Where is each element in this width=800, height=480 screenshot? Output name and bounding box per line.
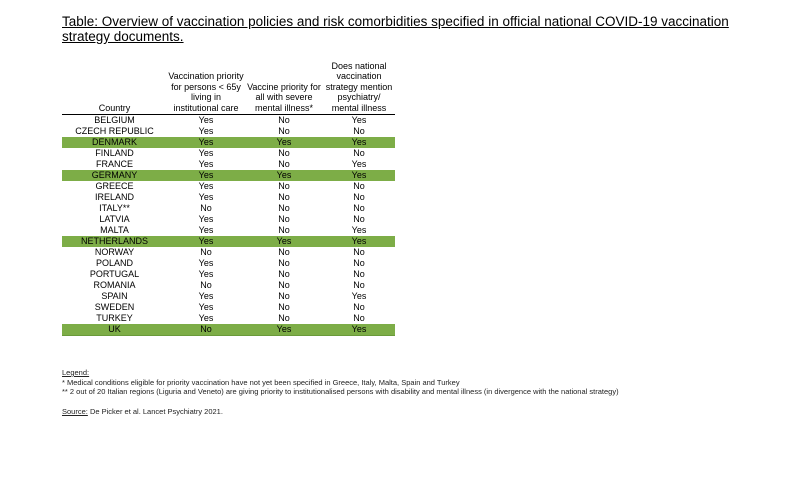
table-row [62,302,395,313]
cell-severe-mental-illness: No [278,203,290,213]
cell-severe-mental-illness: No [278,269,290,279]
table-body [62,115,395,336]
cell-country: LATVIA [99,214,130,224]
cell-mentions-psychiatry: Yes [351,291,367,301]
cell-severe-mental-illness: Yes [245,324,323,336]
cell-institutional-care: Yes [167,170,245,181]
cell-mentions-psychiatry: Yes [351,159,367,169]
cell-country: GERMANY [62,170,167,181]
cell-country: TURKEY [96,313,133,323]
footnote-double-asterisk: ** 2 out of 20 Italian regions (Liguria and Veneto) are giving priority to institutionalised persons with disability and mental illness (in divergence with the national strategy) [62,387,619,396]
cell-country: PORTUGAL [89,269,140,279]
cell-severe-mental-illness: No [278,115,290,125]
cell-severe-mental-illness: Yes [245,137,323,148]
cell-mentions-psychiatry: No [353,302,365,312]
cell-institutional-care: Yes [198,302,214,312]
cell-mentions-psychiatry: No [353,214,365,224]
cell-mentions-psychiatry: Yes [323,170,395,181]
table-row [62,258,395,269]
cell-country: SPAIN [101,291,128,301]
cell-country: GREECE [95,181,134,191]
cell-institutional-care: Yes [198,269,214,279]
cell-country: NORWAY [94,247,135,257]
cell-institutional-care: Yes [198,258,214,268]
table-row [62,170,395,181]
table-notes [62,368,702,416]
cell-institutional-care: No [200,203,212,213]
cell-country: DENMARK [62,137,167,148]
table-row [62,214,395,225]
cell-mentions-psychiatry: No [353,126,365,136]
table-row [62,247,395,258]
cell-country: BELGIUM [94,115,135,125]
cell-institutional-care: Yes [198,181,214,191]
table-row [62,148,395,159]
cell-country: CZECH REPUBLIC [75,126,154,136]
cell-country: ROMANIA [93,280,136,290]
cell-mentions-psychiatry: No [353,313,365,323]
cell-institutional-care: Yes [198,126,214,136]
cell-country: MALTA [100,225,129,235]
cell-severe-mental-illness: No [278,214,290,224]
cell-institutional-care: Yes [198,291,214,301]
table-row [62,137,395,148]
cell-country: POLAND [95,258,133,268]
table-row [62,280,395,291]
table-row [62,269,395,280]
table-row [62,181,395,192]
cell-mentions-psychiatry: No [353,181,365,191]
cell-mentions-psychiatry: No [353,258,365,268]
source-label: Source: [62,406,88,416]
cell-mentions-psychiatry: Yes [323,137,395,148]
cell-mentions-psychiatry: No [353,203,365,213]
cell-country: UK [62,324,167,336]
cell-country: ITALY** [99,203,130,213]
cell-mentions-psychiatry: Yes [323,236,395,247]
cell-institutional-care: No [200,280,212,290]
cell-mentions-psychiatry: No [353,280,365,290]
cell-severe-mental-illness: No [278,148,290,158]
table-header-row [62,58,395,115]
cell-mentions-psychiatry: Yes [351,225,367,235]
cell-severe-mental-illness: No [278,159,290,169]
cell-severe-mental-illness: No [278,280,290,290]
source-text: De Picker et al. Lancet Psychiatry 2021. [87,406,223,416]
cell-severe-mental-illness: No [278,225,290,235]
header-mentions-psychiatry: Does national vaccination strategy mention psychiatry/ mental illness [323,58,395,115]
cell-institutional-care: Yes [198,115,214,125]
table-row [62,291,395,302]
table-row [62,192,395,203]
cell-mentions-psychiatry: No [353,192,365,202]
table-row [62,115,395,127]
cell-institutional-care: Yes [198,159,214,169]
cell-institutional-care: Yes [198,214,214,224]
cell-institutional-care: Yes [198,192,214,202]
header-institutional-care: Vaccination priority for persons < 65y living in institutional care [167,58,245,115]
cell-severe-mental-illness: No [278,192,290,202]
cell-severe-mental-illness: Yes [245,236,323,247]
cell-severe-mental-illness: Yes [245,170,323,181]
table-row [62,324,395,336]
cell-country: NETHERLANDS [62,236,167,247]
cell-institutional-care: Yes [198,313,214,323]
cell-country: IRELAND [94,192,134,202]
cell-institutional-care: Yes [198,148,214,158]
cell-mentions-psychiatry: Yes [323,324,395,336]
vaccination-policy-table [62,58,395,336]
table-row [62,313,395,324]
table-row [62,159,395,170]
cell-institutional-care: Yes [198,225,214,235]
cell-institutional-care: Yes [167,137,245,148]
header-country: Country [62,58,167,115]
cell-mentions-psychiatry: No [353,269,365,279]
cell-mentions-psychiatry: No [353,247,365,257]
header-severe-mental-illness: Vaccine priority for all with severe mental illness* [245,58,323,115]
footnote-single-asterisk: * Medical conditions eligible for priority vaccination have not yet been specified in Greece, Italy, Malta, Spain and Turkey [62,377,460,387]
cell-institutional-care: Yes [167,236,245,247]
cell-institutional-care: No [200,247,212,257]
cell-institutional-care: No [167,324,245,336]
cell-severe-mental-illness: No [278,313,290,323]
table-row [62,126,395,137]
table-row [62,236,395,247]
table-row [62,225,395,236]
cell-severe-mental-illness: No [278,258,290,268]
cell-country: FRANCE [95,159,133,169]
cell-mentions-psychiatry: No [353,148,365,158]
cell-mentions-psychiatry: Yes [351,115,367,125]
cell-severe-mental-illness: No [278,126,290,136]
table-row [62,203,395,214]
source-line [62,407,702,417]
cell-country: SWEDEN [94,302,135,312]
cell-severe-mental-illness: No [278,181,290,191]
cell-severe-mental-illness: No [278,247,290,257]
cell-severe-mental-illness: No [278,302,290,312]
legend-label: Legend: [62,368,90,377]
cell-country: FINLAND [95,148,134,158]
cell-severe-mental-illness: No [278,291,290,301]
table-title: Table: Overview of vaccination policies and risk comorbidities specified in official national COVID-19 vaccination strategy documents. [62,14,729,44]
